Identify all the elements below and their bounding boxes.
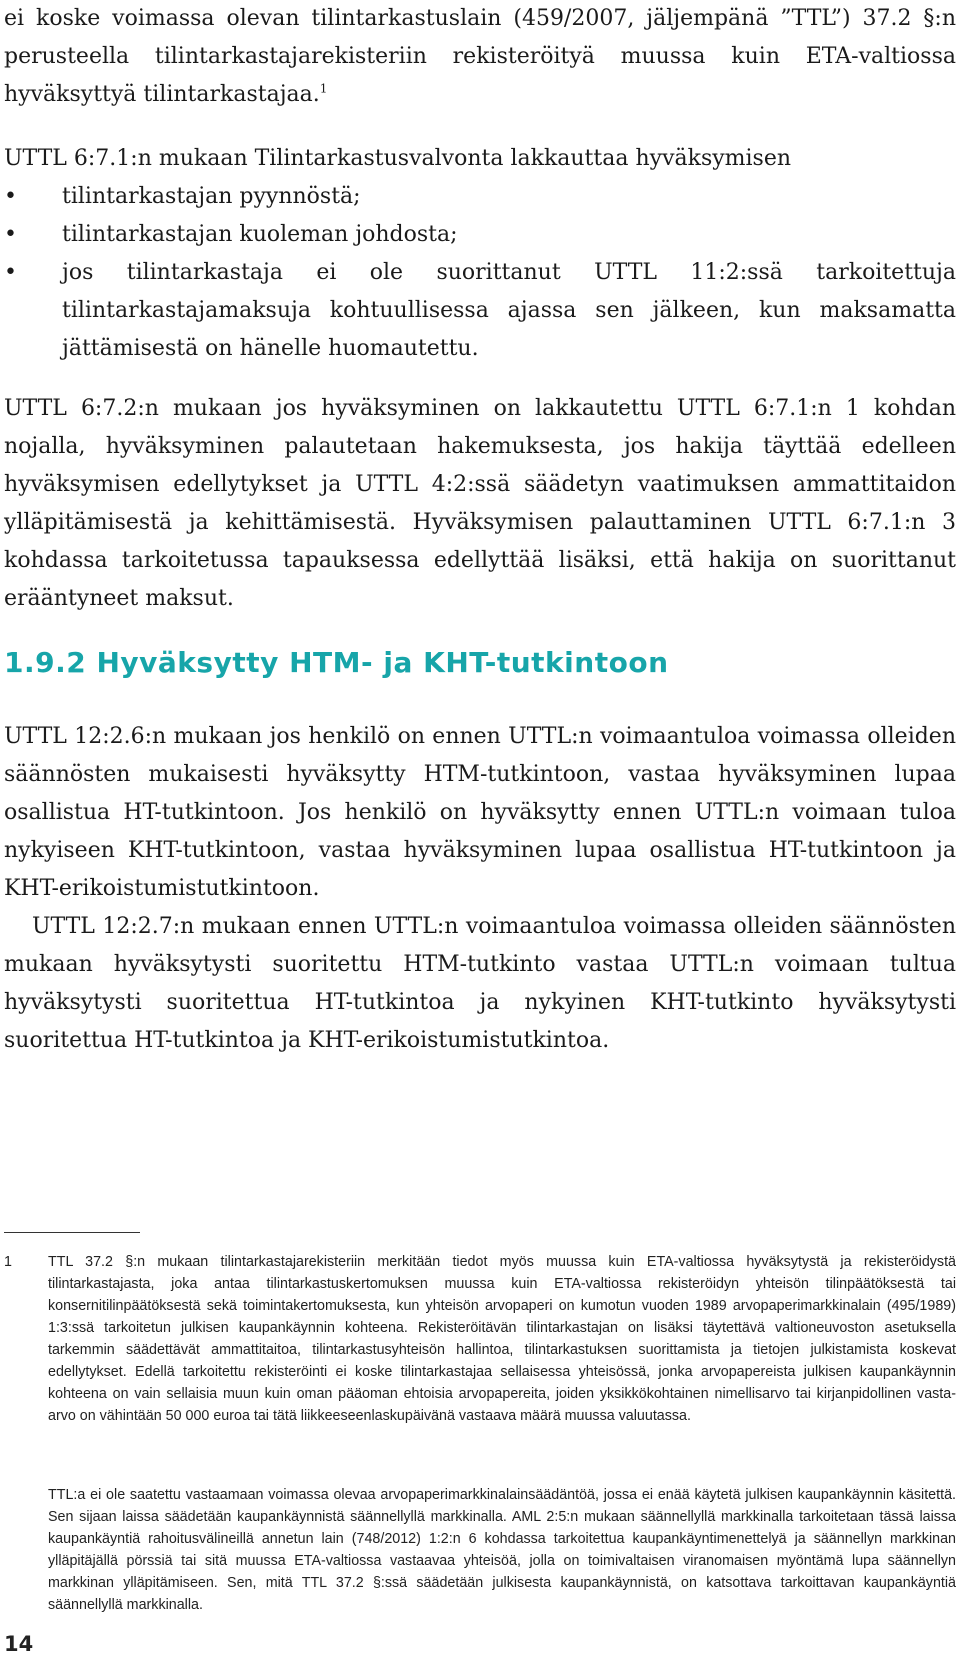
- bullet-icon: •: [4, 184, 17, 209]
- paragraph-lakkautus: UTTL 6:7.1:n mukaan Tilintarkastusvalvonta lakkauttaa hyväksymisen: [4, 146, 792, 171]
- footnote-text-1: TTL 37.2 §:n mukaan tilintarkastajarekisteriin merkitään tiedot myös muussa kuin ETA-valtiossa hyväksytystä ja rekisteröidystä tilintarkastajasta, joka antaa tilintarkastuskertomuksen muussa kuin ETA-valtiossa rekisteröidyn yhteisön tilinpäätöksestä tai konsernitilinpäätöksestä sekä toimintakertomuksesta, kun yhteisön arvopaperi on kumotun vuoden 1989 arvopaperimarkkinalain (495/1989) 1:3:ssä tarkoitetun julkisen kaupankäynnin kohteena. Rekisteröitävän tilintarkastajan on lisäksi täytettävä valtioneuvoston asetuksella tarkemmin säädettävät ammattitaitoa, tilintarkastusyhteisön hallintoa, tilintarkastuksen suorittamista ja tietojen julkistamista koskevat edellytykset. Edellä tarkoitettu rekisteröinti ei koske tilintarkastajaa sellaisessa yhteisössä, jonka arvopapereista julkisen kaupankäynnin kohteena on vain sellaisia muun kuin oman pääoman ehtoisia arvopapereita, joiden yksikkökohtainen nimellisarvo tai kirjanpidollinen vasta-arvo on vähintään 50 000 euroa tai tätä liikkeeseenlaskupäivänä vastaava määrä muussa valuutassa.: [48, 1254, 956, 1424]
- footnote-number: 1: [4, 1254, 12, 1270]
- bullet-list: [4, 178, 956, 368]
- list-item: [4, 216, 956, 254]
- list-item-text: tilintarkastajan pyynnöstä;: [62, 184, 361, 209]
- list-item-text: tilintarkastajan kuoleman johdosta;: [62, 222, 458, 247]
- list-item: [4, 178, 956, 216]
- paragraph-htm: UTTL 12:2.6:n mukaan jos henkilö on ennen UTTL:n voimaantuloa voimassa olleiden säännösten mukaisesti hyväksytty HTM-tutkintoon, vastaa hyväksyminen lupaa osallistua HT-tutkintoon. Jos henkilö on hyväksytty ennen UTTL:n voimaan tuloa nykyiseen KHT-tutkintoon, vastaa hyväksyminen lupaa osallistua HT-tutkintoon ja KHT-erikoistumistutkintoon.: [4, 724, 956, 901]
- footnote-1: [4, 1251, 956, 1427]
- footnote-text-2: TTL:a ei ole saatettu vastaamaan voimassa olevaa arvopaperimarkkinalainsäädäntöä, jossa ei enää käytetä julkisen kaupankäynnin käsitettä. Sen sijaan laissa säädetään kaupankäynnistä säännellyllä markkinalla. AML 2:5:n mukaan säännellyllä markkinalla tarkoitetaan tässä laissa kaupankäyntiä rahoitusvälineillä annetun lain (748/2012) 1:2:n 6 kohdassa tarkoitettua kaupankäyntimenettelyä ja säännellyn markkinan ylläpitäjällä pörssiä tai sitä muussa ETA-valtiossa vastaavaa yhteisöä, jolla on toimivaltaisen viranomaisen myöntämä lupa säännellyn markkinan ylläpitämiseen. Sen, mitä TTL 37.2 §:ssä säädetään julkisesta kaupankäynnistä, on katsottava tarkoittavan kaupankäyntiä säännellyllä markkinalla.: [48, 1487, 956, 1613]
- paragraph-intro: [4, 0, 956, 114]
- bullet-icon: •: [4, 260, 17, 285]
- paragraph-intro-text: ei koske voimassa olevan tilintarkastuslain (459/2007, jäljempänä ”TTL”) 37.2 §:n perusteella tilintarkastajarekisteriin rekisteröityä muussa kuin ETA-valtiossa hyväksyttyä tilintarkastajaa.: [4, 6, 956, 107]
- list-item-text: jos tilintarkastaja ei ole suorittanut UTTL 11:2:ssä tarkoitettuja tilintarkastajamaksuja kohtuullisessa ajassa sen jälkeen, kun maksamatta jättämisestä on hänelle huomautettu.: [62, 260, 956, 361]
- list-item: [4, 254, 956, 368]
- footnote-divider: [4, 1232, 140, 1233]
- paragraph-kht: UTTL 12:2.7:n mukaan ennen UTTL:n voimaantuloa voimassa olleiden säännösten mukaan hyväksytysti suoritettu HTM-tutkinto vastaa UTTL:n voimaan tultua hyväksytysti suoritettua HT-tutkintoa ja nykyinen KHT-tutkinto hyväksytysti suoritettua HT-tutkintoa ja KHT-erikoistumistutkintoa.: [4, 914, 956, 1053]
- paragraph-palauttaminen: UTTL 6:7.2:n mukaan jos hyväksyminen on lakkautettu UTTL 6:7.1:n 1 kohdan nojalla, hyväksyminen palautetaan hakemuksesta, jos hakija täyttää edelleen hyväksymisen edellytykset ja UTTL 4:2:ssä säädetyn vaatimuksen ammattitaidon ylläpitämisestä ja kehittämisestä. Hyväksymisen palauttaminen UTTL 6:7.1:n 3 kohdassa tarkoitetussa tapauksessa edellyttää lisäksi, että hakija on suorittanut erääntyneet maksut.: [4, 396, 956, 611]
- footnote-reference[interactable]: 1: [319, 81, 328, 96]
- page-number: 14: [4, 1632, 34, 1656]
- bullet-icon: •: [4, 222, 17, 247]
- section-heading: 1.9.2 Hyväksytty HTM- ja KHT-tutkintoon: [4, 646, 669, 679]
- footnote-1-continued: [4, 1484, 956, 1616]
